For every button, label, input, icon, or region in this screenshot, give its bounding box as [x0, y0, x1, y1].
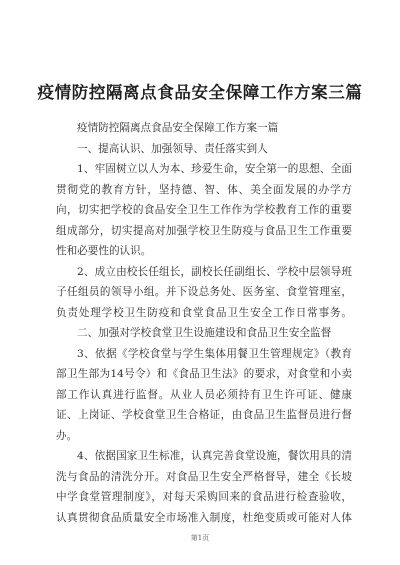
text-line: 2、成立由校长任组长，副校长任副组长、学校中层领导班: [77, 265, 352, 278]
text-line: 部卫生部为14号令）和《食品卫生法》的要求，对食堂和小卖: [56, 368, 352, 380]
text-line: 组成部分，切实提高对加强学校卫生防疫与食品卫生工作重要: [56, 224, 352, 237]
text-line: 贯彻党的教育方针，坚持德、智、体、美全面发展的办学方: [56, 183, 352, 196]
text-line: 子任组员的领导小组。并下设总务处、医务室、食堂管理室，: [56, 286, 352, 298]
text-line: 1、牢固树立以人为本、珍爱生命，安全第一的思想、全面: [77, 163, 352, 175]
text-line: 部工作认真进行监督。从业人员必须持有卫生许可证、健康: [56, 388, 352, 401]
text-line: 性和必要性的认识。: [56, 245, 152, 257]
text-line: 二、加强对学校食堂卫生设施建设和食品卫生安全监督: [77, 327, 332, 339]
text-line: 洗与食品的清洗分开。对食品卫生安全严格督导，建全《长坡: [56, 470, 352, 483]
document-body: [56, 118, 352, 528]
text-line: 办。: [56, 429, 78, 442]
text-line: 疫情防控隔离点食品安全保障工作方案一篇: [77, 122, 279, 134]
text-line: 3、依据《学校食堂与学生集体用餐卫生管理规定》（教育: [77, 347, 352, 360]
text-line: 向，切实把学校的食品安全卫生工作作为学校教育工作的重要: [56, 204, 352, 216]
text-line: 一、提高认识、加强领导、责任落实到人: [77, 142, 268, 155]
page-number: 第1页: [190, 534, 210, 542]
text-line: 4、依据国家卫生标准，认真完善食堂设施，餐饮用具的清: [77, 450, 352, 462]
text-line: 证、上岗证、学校食堂卫生合格证，由食品卫生监督员进行督: [56, 409, 352, 421]
document-title: 疫情防控隔离点食品安全保障工作方案三篇: [37, 83, 363, 102]
text-line: 中学食堂管理制度》，对每天采购回来的食品进行检查验收，: [56, 491, 352, 503]
text-line: 负责处理学校卫生防疫和食堂食品卫生安全工作日常事务。: [56, 306, 352, 319]
text-line: 认真贯彻食品质量安全市场准入制度，杜绝变质或可能对人体: [56, 511, 352, 524]
